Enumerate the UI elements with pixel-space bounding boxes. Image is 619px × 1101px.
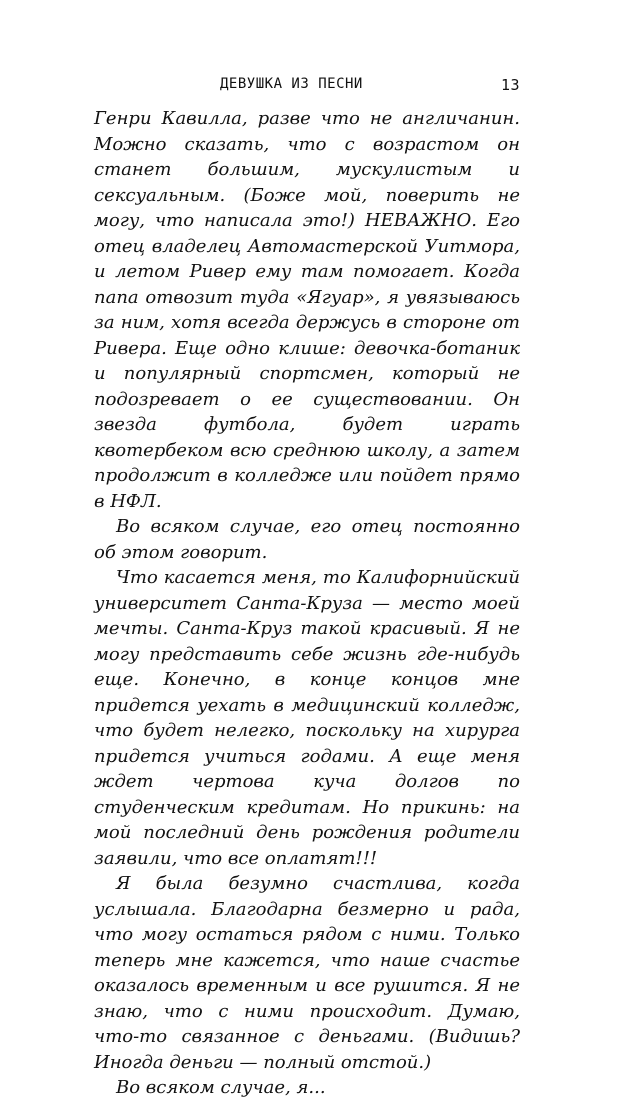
paragraph: Во всяком случае, я... (116, 1077, 326, 1098)
running-head (160, 76, 520, 96)
paragraph: Я была безумно счастлива, когда услышала. Благодарна безмерно и рада, что могу остаться рядом с ними. Только теперь мне кажется, что наше счастье оказалось временным и все рушится. Я не знаю, что с ними происходит. Думаю, что-то связанное с деньгами. (Видишь? Иногда деньги — полный отстой.) (94, 873, 520, 1073)
paragraph: Во всяком случае, его отец постоянно об этом говорит. (94, 516, 520, 563)
running-title: ДЕВУШКА ИЗ ПЕСНИ (220, 76, 363, 92)
paragraph-continued: Генри Кавилла, разве что не англичанин. Можно сказать, что с возрастом он станет большим, мускулистым и сексуальным. (Боже мой, поверить не могу, что написала это!) НЕВАЖНО. Его отец владелец Автомастерской Уитмора, и летом Ривер ему там помогает. Когда папа отвозит туда «Ягуар», я увязываюсь за ним, хотя всегда держусь в стороне от Ривера. Еще одно клише: девочка-ботаник и популярный спортсмен, который не подозревает о ее существовании. Он звезда футбола, будет играть квотербеком всю среднюю школу, а затем продолжит в колледже или пойдет прямо в НФЛ. (94, 108, 520, 512)
page-number: 13 (500, 76, 520, 94)
body-text (94, 106, 520, 1101)
paragraph: Что касается меня, то Калифорнийский университет Санта-Круза — место моей мечты. Санта-Круз такой красивый. Я не могу представить себе жизнь где-нибудь еще. Конечно, в конце концов мне придется уехать в медицинский колледж, что будет нелегко, поскольку на хирурга придется учиться годами. А еще меня ждет чертова куча долгов по студенческим кредитам. Но прикинь: на мой последний день рождения родители заявили, что все оплатят!!! (94, 567, 520, 869)
